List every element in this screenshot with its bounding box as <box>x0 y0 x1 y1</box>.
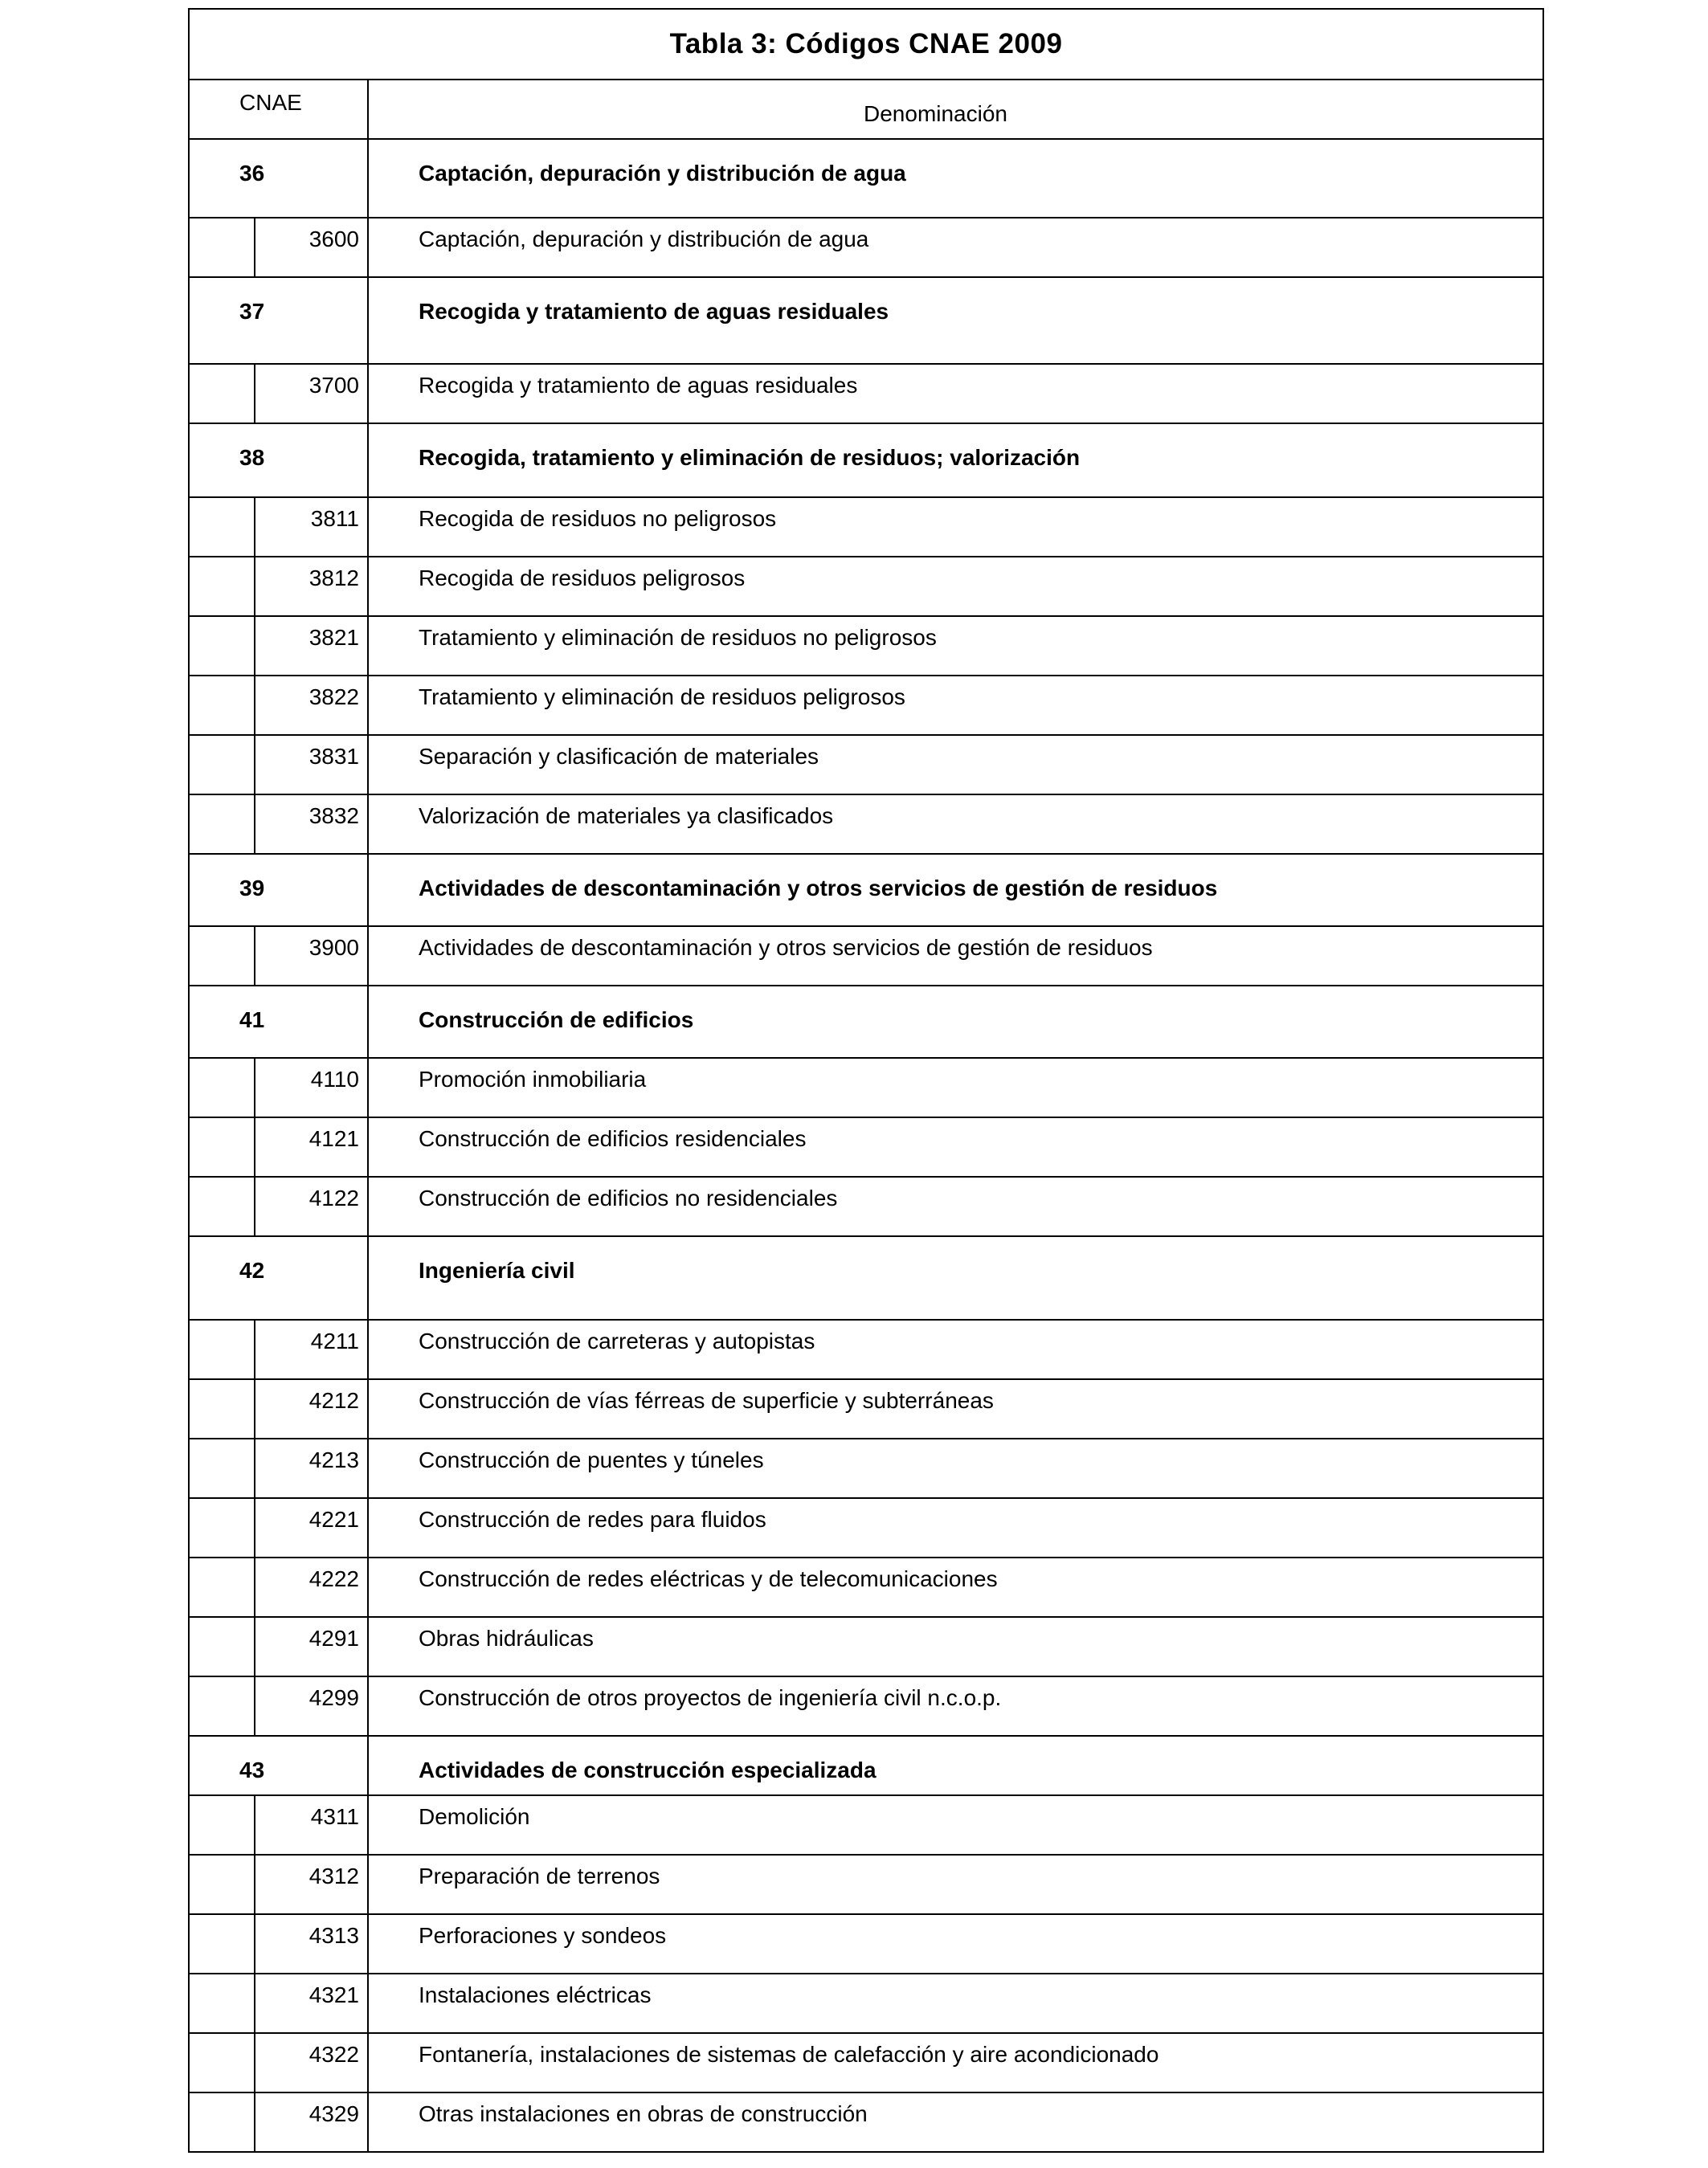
denominacion-text: Separación y clasificación de materiales <box>419 744 819 769</box>
denominacion-text: Otras instalaciones en obras de construcción <box>419 2101 868 2126</box>
header-denominacion: Denominación <box>864 101 1007 126</box>
class-row <box>190 1380 1543 1439</box>
cnae-code: 4311 <box>310 1804 359 1829</box>
code-cell <box>190 1618 369 1676</box>
cnae-code: 4329 <box>309 2101 359 2126</box>
indent-gutter <box>190 1856 255 1913</box>
code-cell <box>190 1178 369 1235</box>
cnae-code: 3600 <box>309 227 359 251</box>
class-row <box>190 736 1543 795</box>
denominacion-text: Construcción de vías férreas de superficie y subterráneas <box>419 1388 994 1413</box>
denominacion-text: Recogida y tratamiento de aguas residuales <box>419 299 889 324</box>
code-cell <box>190 927 369 985</box>
class-row <box>190 557 1543 617</box>
denominacion-text: Construcción de carreteras y autopistas <box>419 1329 815 1353</box>
indent-gutter <box>190 1974 255 2032</box>
code-cell <box>190 617 369 675</box>
code-cell <box>190 1499 369 1557</box>
denominacion-cell <box>369 676 1543 734</box>
class-row <box>190 2093 1543 2153</box>
cnae-code: 4312 <box>309 1864 359 1888</box>
code-cell <box>190 1737 369 1794</box>
indent-gutter <box>190 2093 255 2151</box>
code-cell <box>190 986 369 1057</box>
cnae-code: 4291 <box>309 1626 359 1651</box>
cnae-code: 4212 <box>309 1388 359 1413</box>
denominacion-cell <box>369 1237 1543 1319</box>
denominacion-text: Construcción de edificios residenciales <box>419 1126 807 1151</box>
indent-gutter <box>190 1321 255 1378</box>
code-cell <box>190 498 369 556</box>
denominacion-cell <box>369 736 1543 794</box>
indent-gutter <box>190 1796 255 1854</box>
group-row <box>190 1237 1543 1321</box>
indent-gutter <box>190 736 255 794</box>
indent-gutter <box>190 2034 255 2092</box>
code-cell <box>190 736 369 794</box>
cnae-code: 4110 <box>310 1067 359 1092</box>
denominacion-cell <box>369 278 1543 363</box>
denominacion-cell <box>369 1380 1543 1438</box>
denominacion-cell <box>369 557 1543 615</box>
group-row <box>190 278 1543 365</box>
denominacion-text: Fontanería, instalaciones de sistemas de calefacción y aire acondicionado <box>419 2042 1159 2067</box>
denominacion-cell <box>369 1856 1543 1913</box>
denominacion-text: Construcción de redes para fluidos <box>419 1507 766 1532</box>
group-row <box>190 424 1543 498</box>
indent-gutter <box>190 676 255 734</box>
denominacion-cell <box>369 855 1543 925</box>
cnae-code: 4222 <box>309 1566 359 1591</box>
code-cell <box>190 424 369 496</box>
cnae-code: 3900 <box>309 935 359 960</box>
code-cell <box>190 365 369 423</box>
cnae-code: 3822 <box>309 684 359 709</box>
group-row <box>190 140 1543 218</box>
code-cell <box>190 1558 369 1616</box>
class-row <box>190 1856 1543 1915</box>
denominacion-text: Preparación de terrenos <box>419 1864 660 1888</box>
class-row <box>190 795 1543 855</box>
table-title: Tabla 3: Códigos CNAE 2009 <box>190 10 1543 80</box>
class-row <box>190 1499 1543 1558</box>
group-row <box>190 1737 1543 1796</box>
class-row <box>190 1915 1543 1974</box>
indent-gutter <box>190 1618 255 1676</box>
cnae-code: 3700 <box>309 373 359 398</box>
denominacion-cell <box>369 1974 1543 2032</box>
cnae-code: 36 <box>239 161 265 186</box>
table-body <box>190 140 1543 2153</box>
code-cell <box>190 1856 369 1913</box>
denominacion-cell <box>369 140 1543 217</box>
denominacion-cell <box>369 1558 1543 1616</box>
denominacion-text: Construcción de puentes y túneles <box>419 1447 764 1472</box>
code-cell <box>190 2093 369 2151</box>
cnae-code: 4122 <box>309 1186 359 1211</box>
cnae-table <box>188 8 1544 2153</box>
class-row <box>190 365 1543 424</box>
code-cell <box>190 676 369 734</box>
code-cell <box>190 1974 369 2032</box>
denominacion-cell <box>369 365 1543 423</box>
denominacion-text: Construcción de redes eléctricas y de telecomunicaciones <box>419 1566 998 1591</box>
cnae-code: 3831 <box>309 744 359 769</box>
code-cell <box>190 1380 369 1438</box>
code-cell <box>190 1915 369 1973</box>
code-cell <box>190 1796 369 1854</box>
indent-gutter <box>190 1439 255 1497</box>
indent-gutter <box>190 1677 255 1735</box>
code-cell <box>190 557 369 615</box>
class-row <box>190 2034 1543 2093</box>
denominacion-text: Recogida, tratamiento y eliminación de residuos; valorización <box>419 445 1081 470</box>
cnae-code: 3811 <box>310 506 359 531</box>
cnae-code: 38 <box>239 445 265 470</box>
code-cell <box>190 140 369 217</box>
indent-gutter <box>190 795 255 853</box>
cnae-code: 4322 <box>309 2042 359 2067</box>
denominacion-text: Construcción de edificios <box>419 1007 694 1032</box>
code-cell <box>190 278 369 363</box>
denominacion-text: Actividades de descontaminación y otros servicios de gestión de residuos <box>419 876 1218 900</box>
indent-gutter <box>190 1178 255 1235</box>
class-row <box>190 1321 1543 1380</box>
indent-gutter <box>190 1558 255 1616</box>
cnae-code: 3812 <box>309 565 359 590</box>
indent-gutter <box>190 1380 255 1438</box>
denominacion-text: Promoción inmobiliaria <box>419 1067 647 1092</box>
cnae-code: 43 <box>239 1758 265 1782</box>
indent-gutter <box>190 1499 255 1557</box>
cnae-code: 4121 <box>309 1126 359 1151</box>
denominacion-cell <box>369 1915 1543 1973</box>
indent-gutter <box>190 617 255 675</box>
denominacion-cell <box>369 1618 1543 1676</box>
denominacion-cell <box>369 986 1543 1057</box>
group-row <box>190 855 1543 927</box>
code-cell <box>190 1439 369 1497</box>
class-row <box>190 1677 1543 1737</box>
denominacion-text: Ingeniería civil <box>419 1258 575 1283</box>
denominacion-cell <box>369 1439 1543 1497</box>
denominacion-cell <box>369 1796 1543 1854</box>
denominacion-cell <box>369 1321 1543 1378</box>
cnae-code: 37 <box>239 299 265 324</box>
denominacion-cell <box>369 498 1543 556</box>
denominacion-text: Actividades de descontaminación y otros servicios de gestión de residuos <box>419 935 1153 960</box>
code-cell <box>190 218 369 276</box>
denominacion-cell <box>369 1178 1543 1235</box>
cnae-code: 4321 <box>309 1982 359 2007</box>
class-row <box>190 218 1543 278</box>
code-cell <box>190 1677 369 1735</box>
cnae-code: 4211 <box>310 1329 359 1353</box>
class-row <box>190 927 1543 986</box>
denominacion-cell <box>369 617 1543 675</box>
denominacion-text: Recogida de residuos peligrosos <box>419 565 746 590</box>
denominacion-text: Instalaciones eléctricas <box>419 1982 652 2007</box>
cnae-code: 41 <box>239 1007 265 1032</box>
code-cell <box>190 1059 369 1117</box>
code-cell <box>190 795 369 853</box>
cnae-code: 4313 <box>309 1923 359 1948</box>
code-cell <box>190 1118 369 1176</box>
denominacion-text: Construcción de edificios no residenciales <box>419 1186 838 1211</box>
class-row <box>190 1974 1543 2034</box>
class-row <box>190 1796 1543 1856</box>
header-cnae: CNAE <box>190 80 369 138</box>
cnae-code: 39 <box>239 876 265 900</box>
cnae-code: 4299 <box>309 1685 359 1710</box>
denominacion-cell <box>369 1059 1543 1117</box>
class-row <box>190 1118 1543 1178</box>
indent-gutter <box>190 365 255 423</box>
cnae-code: 4221 <box>309 1507 359 1532</box>
indent-gutter <box>190 218 255 276</box>
class-row <box>190 1558 1543 1618</box>
cnae-code: 3832 <box>309 803 359 828</box>
class-row <box>190 676 1543 736</box>
denominacion-text: Tratamiento y eliminación de residuos no peligrosos <box>419 625 937 650</box>
table-header <box>190 80 1543 140</box>
class-row <box>190 617 1543 676</box>
denominacion-text: Demolición <box>419 1804 530 1829</box>
denominacion-cell <box>369 795 1543 853</box>
class-row <box>190 1178 1543 1237</box>
denominacion-text: Captación, depuración y distribución de agua <box>419 161 906 186</box>
cnae-code: 42 <box>239 1258 265 1283</box>
class-row <box>190 1618 1543 1677</box>
code-cell <box>190 855 369 925</box>
denominacion-cell <box>369 1499 1543 1557</box>
cnae-code: 4213 <box>309 1447 359 1472</box>
group-row <box>190 986 1543 1059</box>
denominacion-text: Obras hidráulicas <box>419 1626 594 1651</box>
denominacion-cell <box>369 1118 1543 1176</box>
code-cell <box>190 1321 369 1378</box>
denominacion-cell <box>369 1737 1543 1794</box>
denominacion-cell <box>369 424 1543 496</box>
indent-gutter <box>190 557 255 615</box>
denominacion-text: Recogida de residuos no peligrosos <box>419 506 777 531</box>
denominacion-text: Perforaciones y sondeos <box>419 1923 667 1948</box>
cnae-code: 3821 <box>309 625 359 650</box>
denominacion-text: Actividades de construcción especializada <box>419 1758 876 1782</box>
class-row <box>190 498 1543 557</box>
code-cell <box>190 1237 369 1319</box>
denominacion-cell <box>369 1677 1543 1735</box>
indent-gutter <box>190 1118 255 1176</box>
class-row <box>190 1059 1543 1118</box>
class-row <box>190 1439 1543 1499</box>
denominacion-cell <box>369 927 1543 985</box>
indent-gutter <box>190 498 255 556</box>
denominacion-text: Tratamiento y eliminación de residuos peligrosos <box>419 684 905 709</box>
denominacion-text: Valorización de materiales ya clasificados <box>419 803 834 828</box>
code-cell <box>190 2034 369 2092</box>
indent-gutter <box>190 1915 255 1973</box>
denominacion-cell <box>369 218 1543 276</box>
denominacion-text: Captación, depuración y distribución de agua <box>419 227 869 251</box>
indent-gutter <box>190 927 255 985</box>
denominacion-text: Recogida y tratamiento de aguas residuales <box>419 373 858 398</box>
denominacion-cell <box>369 2034 1543 2092</box>
indent-gutter <box>190 1059 255 1117</box>
denominacion-cell <box>369 2093 1543 2151</box>
denominacion-text: Construcción de otros proyectos de ingeniería civil n.c.o.p. <box>419 1685 1002 1710</box>
